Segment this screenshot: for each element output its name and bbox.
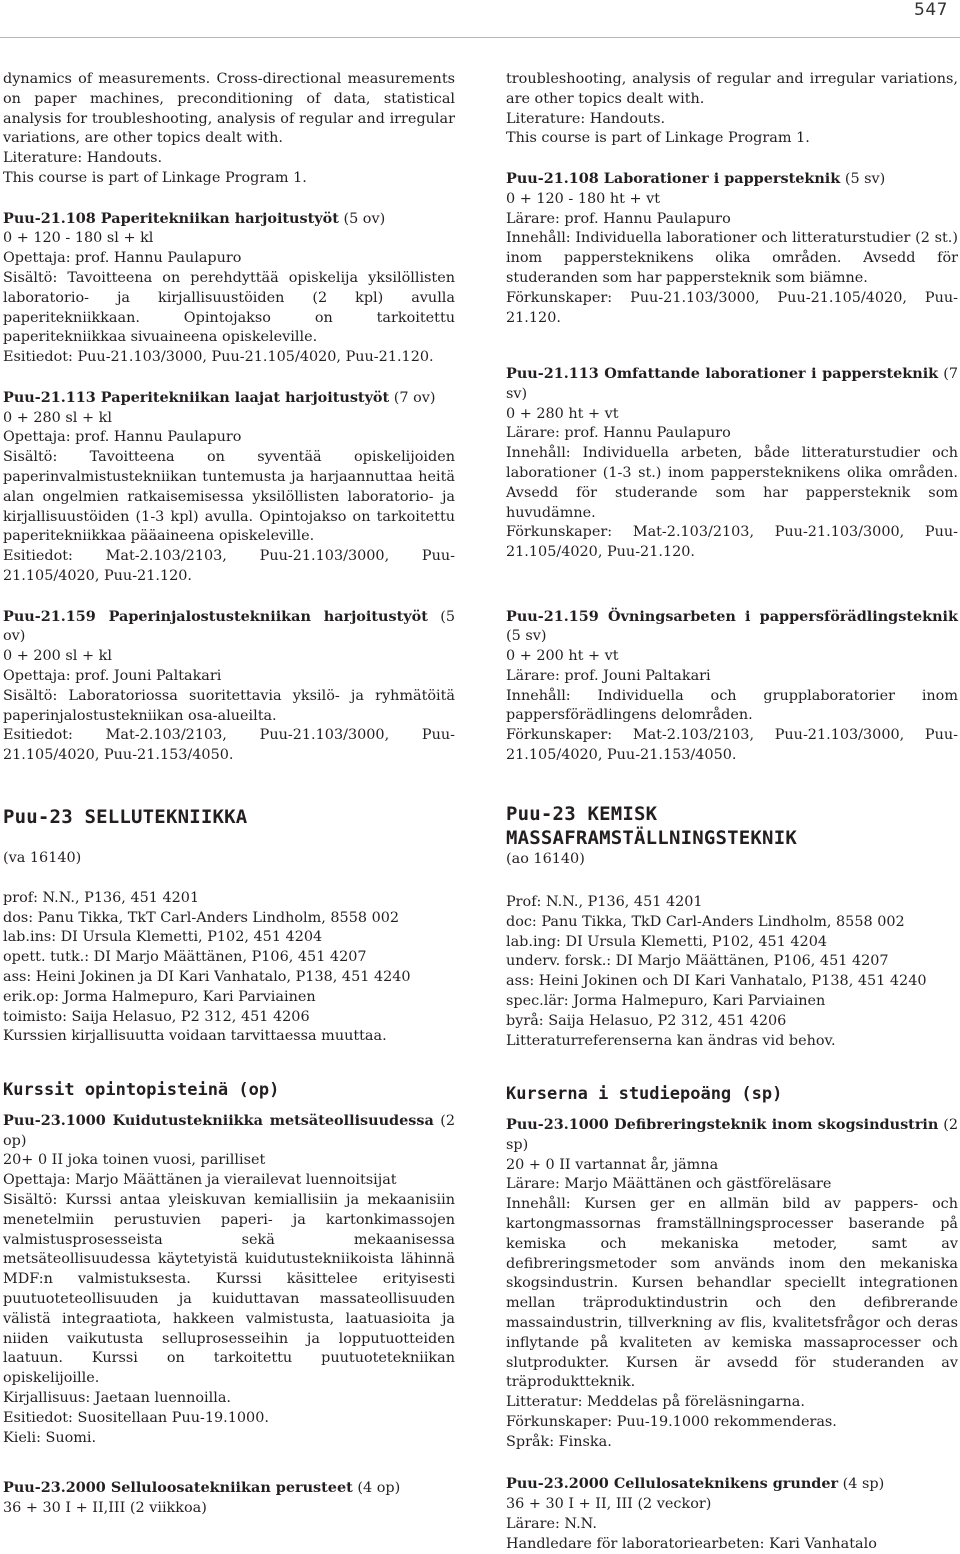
text-line: Opettaja: prof. Hannu Paulapuro	[3, 429, 242, 446]
text-line: Literature: Handouts.	[506, 110, 666, 127]
course-credits: (5 ov)	[3, 608, 455, 645]
text-line: lab.ins: DI Ursula Klemetti, P102, 451 4204	[3, 929, 323, 946]
course-credits: (5 sv)	[506, 628, 547, 645]
text-line: prof: N.N., P136, 451 4201	[3, 889, 200, 906]
course-credits: (5 ov)	[343, 210, 386, 227]
text-line: Förkunskaper: Puu-21.103/3000, Puu-21.105/4020, Puu-21.120.	[506, 289, 958, 326]
spacer	[506, 563, 958, 607]
text-line: Prof: N.N., P136, 451 4201	[506, 894, 703, 911]
text-line: Litteratur: Meddelas på föreläsningarna.	[506, 1394, 805, 1411]
text-line: Sisältö: Laboratoriossa suoritettavia yksilö- ja ryhmätöitä paperinjalostustekniikan osa-alueilta.	[3, 687, 455, 724]
course-credits: (4 op)	[357, 1480, 401, 1497]
text-block	[3, 70, 455, 189]
text-line: dynamics of measurements. Cross-directional measurements on paper machines, preconditioning of data, statistical analysis for troubleshooting, analysis of regular and irregular variations, are other topics dealt with.	[3, 71, 455, 147]
course-entry	[506, 607, 958, 766]
text-line: Lärare: N.N.	[506, 1515, 597, 1532]
course-credits: (5 sv)	[844, 170, 886, 187]
course-credits: (2 sp)	[506, 1116, 958, 1153]
spacer	[3, 869, 455, 889]
text-line: Literature: Handouts.	[3, 150, 163, 167]
text-line: 0 + 200 sl + kl	[3, 648, 112, 665]
course-title: Puu-21.113 Paperitekniikan laajat harjoitustyöt	[3, 388, 390, 406]
text-line: 0 + 280 sl + kl	[3, 409, 112, 426]
subsection-heading: Kurssit opintopisteinä (op)	[3, 1079, 280, 1100]
text-line: Lärare: Marjo Määttänen och gästföreläsare	[506, 1176, 832, 1193]
text-line: Förkunskaper: Mat-2.103/2103, Puu-21.103/3000, Puu-21.105/4020, Puu-21.120.	[506, 524, 958, 561]
course-entry	[506, 1474, 958, 1554]
text-line: Innehåll: Individuella laborationer och litteraturstudier (2 st.) inom pappersteknikens olika områden. Avsedd för studeranden som har pappersteknik som biämne.	[506, 230, 958, 286]
text-line: Innehåll: Individuella arbeten, både litteraturstudier och laborationer (1-3 st.) inom pappersteknikens olika områden. Avsedd för studerande som har pappersteknik som huvudämne.	[506, 445, 958, 521]
text-line: (ao 16140)	[506, 850, 585, 867]
spacer	[3, 1448, 455, 1478]
course-entry	[3, 209, 455, 368]
course-entry	[3, 388, 455, 587]
course-entry	[506, 169, 958, 328]
text-line: This course is part of Linkage Program 1.	[3, 169, 307, 186]
spacer	[506, 1051, 958, 1083]
course-title: Puu-21.159 Övningsarbeten i pappersförädlingsteknik	[506, 607, 958, 625]
text-line: opett. tutk.: DI Marjo Määttänen, P106, 451 4207	[3, 949, 367, 966]
left-column	[3, 70, 455, 1519]
section-heading-puu-23-kemisk-massaframstallningsteknik: Puu-23 KEMISK MASSAFRAMSTÄLLNINGSTEKNIK	[506, 802, 797, 849]
text-line: troubleshooting, analysis of regular and irregular variations, are other topics dealt with.	[506, 71, 958, 107]
course-heading	[3, 1478, 455, 1499]
spacer	[3, 587, 455, 607]
page-number: 547	[914, 0, 948, 20]
spacer	[3, 829, 455, 849]
text-line: lab.ing: DI Ursula Klemetti, P102, 451 4204	[506, 933, 827, 950]
text-line: Förkunskaper: Puu-19.1000 rekommenderas.	[506, 1413, 837, 1430]
course-entry	[506, 1115, 958, 1453]
right-column	[506, 70, 958, 1554]
text-line: Förkunskaper: Mat-2.103/2103, Puu-21.103/3000, Puu-21.105/4020, Puu-21.153/4050.	[506, 727, 958, 764]
text-line: ass: Heini Jokinen ja DI Kari Vanhatalo, P138, 451 4240	[3, 969, 411, 986]
spacer	[506, 766, 958, 802]
spacer	[506, 328, 958, 364]
text-line: 0 + 280 ht + vt	[506, 405, 619, 422]
course-heading	[506, 1474, 958, 1495]
course-heading	[506, 607, 958, 648]
text-line: Kieli: Suomi.	[3, 1429, 97, 1446]
course-heading	[3, 607, 455, 648]
text-line: byrå: Saija Helasuo, P2 312, 451 4206	[506, 1012, 787, 1029]
text-line: erik.op: Jorma Halmepuro, Kari Parviainen	[3, 988, 316, 1005]
text-line: Litteraturreferenserna kan ändras vid behov.	[506, 1032, 836, 1049]
text-line: 36 + 30 I + II, III (2 veckor)	[506, 1496, 712, 1513]
course-heading	[506, 169, 958, 190]
course-heading	[3, 209, 455, 230]
text-line: (va 16140)	[3, 850, 82, 867]
header-rule	[0, 37, 960, 38]
course-entry	[506, 364, 958, 563]
course-entry	[3, 1478, 455, 1519]
course-title: Puu-23.2000 Cellulosateknikens grunder	[506, 1475, 839, 1493]
text-line: underv. forsk.: DI Marjo Määttänen, P106, 451 4207	[506, 953, 889, 970]
course-entry	[3, 607, 455, 766]
text-line: Esitiedot: Mat-2.103/2103, Puu-21.103/3000, Puu-21.105/4020, Puu-21.120.	[3, 548, 455, 584]
text-line: Lärare: prof. Jouni Paltakari	[506, 667, 711, 684]
course-title: Puu-21.113 Omfattande laborationer i pappersteknik	[506, 364, 939, 382]
text-line: Sisältö: Tavoitteena on perehdyttää opiskelija yksilöllisten laboratorio- ja kirjallisuustöiden (2 kpl) avulla paperitekniikkaan. Opintojakso on tarkoitettu paperitekniikkaa sivuaineena opiskeleville.	[3, 269, 455, 346]
text-line: 36 + 30 I + II,III (2 viikkoa)	[3, 1499, 207, 1516]
course-title: Puu-23.1000 Kuidutustekniikka metsäteollisuudessa	[3, 1111, 434, 1129]
text-line: spec.lär: Jorma Halmepuro, Kari Parviainen	[506, 993, 826, 1010]
spacer	[3, 766, 455, 806]
text-line: 20+ 0 II joka toinen vuosi, parilliset	[3, 1152, 266, 1169]
course-heading	[3, 388, 455, 409]
text-line: 0 + 120 - 180 sl + kl	[3, 230, 154, 247]
text-line: 0 + 120 - 180 ht + vt	[506, 190, 661, 207]
spacer	[3, 1047, 455, 1079]
text-block	[3, 849, 455, 869]
text-line: doc: Panu Tikka, TkD Carl-Anders Lindholm, 8558 002	[506, 913, 905, 930]
text-line: Kurssien kirjallisuutta voidaan tarvittaessa muuttaa.	[3, 1028, 387, 1045]
spacer	[3, 1101, 455, 1111]
course-title: Puu-23.2000 Selluloosatekniikan perusteet	[3, 1479, 353, 1497]
spacer	[3, 368, 455, 388]
course-heading	[3, 1111, 455, 1152]
text-block	[3, 889, 455, 1047]
course-credits: (7 sv)	[506, 365, 958, 402]
text-line: Handledare för laboratoriearbeten: Kari Vanhatalo	[506, 1535, 877, 1552]
course-title: Puu-21.108 Laborationer i pappersteknik	[506, 169, 841, 187]
spacer	[506, 149, 958, 169]
text-line: dos: Panu Tikka, TkT Carl-Anders Lindholm, 8558 002	[3, 909, 400, 926]
text-block	[506, 893, 958, 1051]
text-line: Esitiedot: Suositellaan Puu-19.1000.	[3, 1409, 269, 1426]
text-line: 0 + 200 ht + vt	[506, 648, 619, 665]
text-line: Opettaja: prof. Hannu Paulapuro	[3, 250, 242, 267]
text-line: Sisältö: Kurssi antaa yleiskuvan kemiallisiin ja mekaanisiin menetelmiin perustuvien paperi- ja kartonkimassojen valmistusprosesseista sekä mekaanisessa metsäteollisuudessa käytetyistä kuidutustekniikoista lähinnä MDF:n valmistuksesta. Kurssi käsittelee erityisesti puutuoteteollisuuden ja kuiduttavan massateollisuuden välistä integraatiota, hakkeen valmistusta, laatuasioita ja niiden vaikutusta selluprosesseihin ja lopputuotteiden laatuun. Kurssi on tarkoitettu puutuotetekniikan opiskelijoille.	[3, 1192, 455, 1387]
text-block	[506, 850, 958, 870]
course-entry	[3, 1111, 455, 1449]
section-heading-puu-23-sellutekniikka: Puu-23 SELLUTEKNIIKKA	[3, 806, 248, 829]
course-title: Puu-21.159 Paperinjalostustekniikan harjoitustyöt	[3, 607, 428, 625]
course-heading	[506, 1115, 958, 1156]
text-line: toimisto: Saija Helasuo, P2 312, 451 4206	[3, 1008, 310, 1025]
text-line: Opettaja: prof. Jouni Paltakari	[3, 667, 222, 684]
course-credits: (4 sp)	[842, 1476, 885, 1493]
text-line: Innehåll: Individuella och grupplaboratorier inom pappersförädlingens delområden.	[506, 687, 958, 724]
text-line: Kirjallisuus: Jaetaan luennoilla.	[3, 1389, 232, 1406]
text-line: Opettaja: Marjo Määttänen ja vierailevat luennoitsijat	[3, 1172, 397, 1189]
text-line: Esitiedot: Mat-2.103/2103, Puu-21.103/3000, Puu-21.105/4020, Puu-21.153/4050.	[3, 727, 455, 764]
course-title: Puu-23.1000 Defibreringsteknik inom skogsindustrin	[506, 1115, 939, 1133]
text-line: This course is part of Linkage Program 1.	[506, 130, 810, 147]
course-title: Puu-21.108 Paperitekniikan harjoitustyöt	[3, 209, 339, 227]
subsection-heading: Kurserna i studiepoäng (sp)	[506, 1084, 783, 1105]
course-credits: (7 ov)	[393, 389, 436, 406]
text-line: Innehåll: Kursen ger en allmän bild av pappers- och kartongmassornas framställningsprocesser baserande på kemiska och mekaniska metoder, samt av defibreringsmetoder som används inom den mekaniska skogsindustrin. Kursen behandlar speciellt integrationen mellan träproduktindustrin och den defibrerande massaindustrin, tillverkning av flis, kvalitetsfrågor och deras inflytande på kvaliteten av kemiska massaprocesser och slutprodukter. Kursen är avsedd för studeranden av träproduktteknik.	[506, 1196, 958, 1391]
spacer	[506, 1105, 958, 1115]
text-block	[506, 70, 958, 149]
text-line: Lärare: prof. Hannu Paulapuro	[506, 210, 731, 227]
text-line: 20 + 0 II vartannat år, jämna	[506, 1156, 719, 1173]
course-heading	[506, 364, 958, 405]
text-line: Sisältö: Tavoitteena on syventää opiskelijoiden paperinvalmistustekniikan tuntemusta ja harjaannuttaa heitä alan ongelmien ratkaisemisessa yksilöllisten laboratorio- ja kirjallisuustöiden (1-3 kpl) avulla. Opintojakso on tarkoitettu paperitekniikkaa pääaineena opiskeleville.	[3, 449, 455, 545]
text-line: Esitiedot: Puu-21.103/3000, Puu-21.105/4020, Puu-21.120.	[3, 349, 434, 366]
text-line: Språk: Finska.	[506, 1433, 612, 1450]
text-line: Lärare: prof. Hannu Paulapuro	[506, 425, 731, 442]
spacer	[506, 869, 958, 893]
course-credits: (2 op)	[3, 1112, 455, 1149]
spacer	[506, 1453, 958, 1475]
spacer	[3, 189, 455, 209]
text-line: ass: Heini Jokinen och DI Kari Vanhatalo, P138, 451 4240	[506, 973, 927, 990]
